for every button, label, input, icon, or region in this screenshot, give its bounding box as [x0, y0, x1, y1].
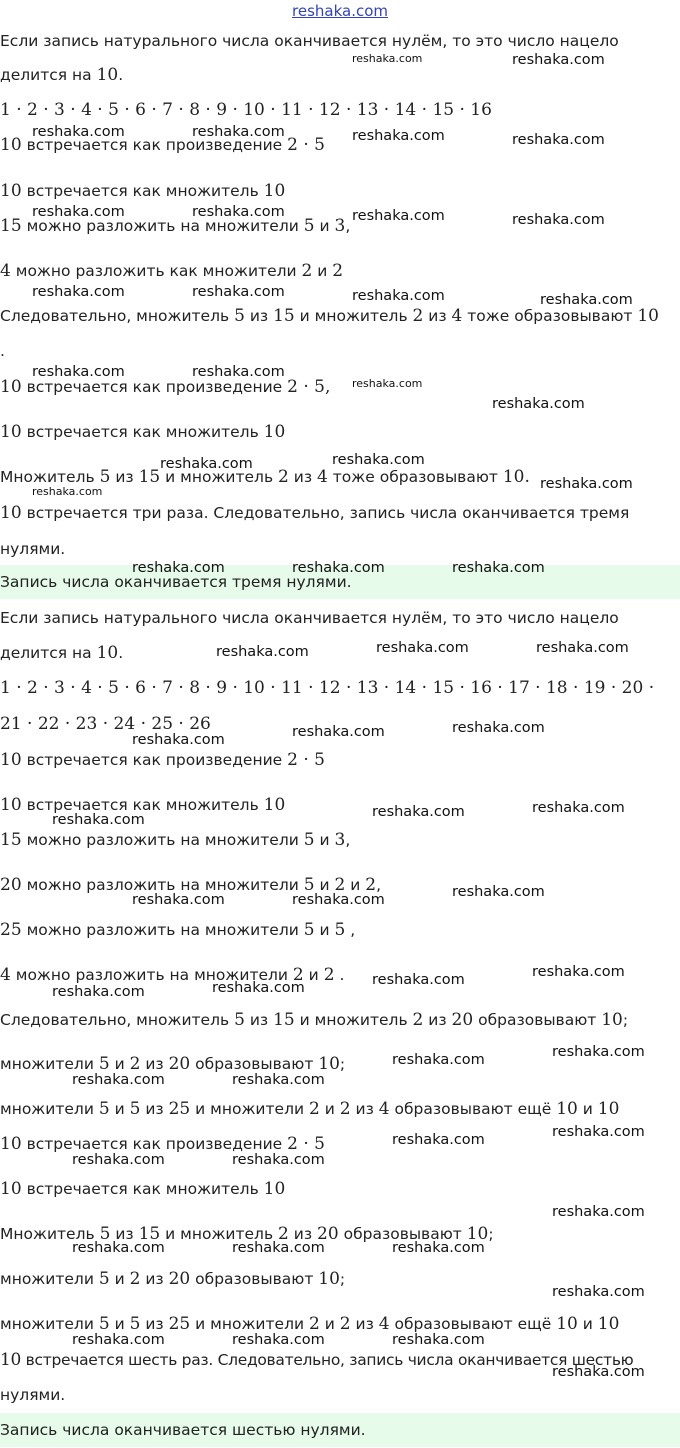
watermark: reshaka.com	[132, 892, 225, 908]
watermark: reshaka.com	[232, 1152, 325, 1168]
product-line: 1 · 2 · 3 · 4 · 5 · 6 · 7 · 8 · 9 · 10 · 11 · 12 · 13 · 14 · 15 · 16	[0, 100, 492, 120]
text-line: 10 встречается как множитель 10	[0, 422, 286, 442]
text-line: множители 5 и 5 из 25 и множители 2 и 2 из 4 образовывают ещё 10 и 10	[0, 1314, 620, 1334]
text-line: 10 встречается как множитель 10	[0, 181, 286, 201]
watermark: reshaka.com	[72, 1152, 165, 1168]
text-line: множители 5 и 5 из 25 и множители 2 и 2 из 4 образовывают ещё 10 и 10	[0, 1099, 620, 1119]
text-line: Если запись натурального числа оканчивается нулём, то это число нацело	[0, 609, 619, 627]
site-link[interactable]: reshaka.com	[292, 2, 388, 20]
text-line: 4 можно разложить на множители 2 и 2 .	[0, 965, 345, 985]
watermark: reshaka.com	[452, 884, 545, 900]
watermark: reshaka.com	[352, 52, 423, 65]
watermark: reshaka.com	[352, 377, 423, 390]
text-line: множители 5 и 2 из 20 образовывают 10;	[0, 1054, 346, 1074]
watermark: reshaka.com	[352, 128, 445, 144]
watermark: reshaka.com	[292, 724, 385, 740]
text-line: Если запись натурального числа оканчивается нулём, то это число нацело	[0, 32, 619, 50]
text-line: 10 встречается как множитель 10	[0, 1179, 286, 1199]
watermark: reshaka.com	[132, 732, 225, 748]
watermark: reshaka.com	[232, 1072, 325, 1088]
watermark: reshaka.com	[192, 364, 285, 380]
text-line: Следовательно, множитель 5 из 15 и множитель 2 из 20 образовывают 10;	[0, 1010, 629, 1030]
watermark: reshaka.com	[512, 212, 605, 228]
watermark: reshaka.com	[512, 132, 605, 148]
text-line: Следовательно, множитель 5 из 15 и множитель 2 из 4 тоже образовывают 10	[0, 306, 659, 326]
text-line: Множитель 5 из 15 и множитель 2 из 4 тоже образовывают 10.	[0, 467, 530, 487]
watermark: reshaka.com	[376, 640, 469, 656]
watermark: reshaka.com	[32, 284, 125, 300]
watermark: reshaka.com	[452, 720, 545, 736]
text-line: делится на 10.	[0, 643, 124, 663]
text-line: 10 встречается шесть раз. Следовательно, запись числа оканчивается шестью	[0, 1350, 634, 1370]
text-line: Множитель 5 из 15 и множитель 2 из 20 образовывают 10;	[0, 1224, 494, 1244]
watermark: reshaka.com	[392, 1052, 485, 1068]
watermark: reshaka.com	[536, 640, 629, 656]
watermark: reshaka.com	[232, 1240, 325, 1256]
text-line: множители 5 и 2 из 20 образовывают 10;	[0, 1269, 346, 1289]
watermark: reshaka.com	[72, 1240, 165, 1256]
text-line: 10 встречается как произведение 2 · 5	[0, 135, 325, 155]
watermark: reshaka.com	[540, 292, 633, 308]
watermark: reshaka.com	[392, 1132, 485, 1148]
watermark: reshaka.com	[72, 1332, 165, 1348]
text-line: 20 можно разложить на множители 5 и 2 и 2,	[0, 875, 382, 895]
watermark: reshaka.com	[72, 1072, 165, 1088]
watermark: reshaka.com	[392, 1332, 485, 1348]
watermark: reshaka.com	[52, 812, 145, 828]
watermark: reshaka.com	[32, 124, 125, 140]
watermark: reshaka.com	[292, 892, 385, 908]
watermark: reshaka.com	[352, 208, 445, 224]
watermark: reshaka.com	[540, 476, 633, 492]
watermark: reshaka.com	[372, 804, 465, 820]
watermark: reshaka.com	[552, 1204, 645, 1220]
product-line: 1 · 2 · 3 · 4 · 5 · 6 · 7 · 8 · 9 · 10 · 11 · 12 · 13 · 14 · 15 · 16 · 17 · 18 · 19 · 20 ·	[0, 678, 655, 698]
text-line: 15 можно разложить на множители 5 и 3,	[0, 830, 351, 850]
watermark: reshaka.com	[216, 644, 309, 660]
text-line: 10 встречается как произведение 2 · 5	[0, 750, 325, 770]
watermark: reshaka.com	[532, 964, 625, 980]
watermark: reshaka.com	[392, 1240, 485, 1256]
text-line: 4 можно разложить как множители 2 и 2	[0, 261, 344, 281]
text-line: 15 можно разложить на множители 5 и 3,	[0, 216, 351, 236]
answer-box	[0, 1413, 680, 1447]
text-line: .	[0, 342, 5, 360]
product-line: 21 · 22 · 23 · 24 · 25 · 26	[0, 714, 211, 734]
watermark: reshaka.com	[132, 560, 225, 576]
text-line: делится на 10.	[0, 65, 124, 85]
text-line: 10 встречается три раза. Следовательно, запись числа оканчивается тремя	[0, 503, 630, 523]
watermark: reshaka.com	[212, 980, 305, 996]
watermark: reshaka.com	[292, 560, 385, 576]
watermark: reshaka.com	[160, 456, 253, 472]
watermark: reshaka.com	[552, 1124, 645, 1140]
text-line: 10 встречается как произведение 2 · 5	[0, 1134, 325, 1154]
watermark: reshaka.com	[532, 800, 625, 816]
watermark: reshaka.com	[512, 52, 605, 68]
text-line: 10 встречается как множитель 10	[0, 795, 286, 815]
watermark: reshaka.com	[192, 284, 285, 300]
watermark: reshaka.com	[232, 1332, 325, 1348]
answer-text: Запись числа оканчивается шестью нулями.	[0, 1421, 366, 1439]
watermark: reshaka.com	[32, 204, 125, 220]
text-line: 10 встречается как произведение 2 · 5,	[0, 377, 331, 397]
watermark: reshaka.com	[552, 1364, 645, 1380]
watermark: reshaka.com	[192, 124, 285, 140]
watermark: reshaka.com	[552, 1044, 645, 1060]
text-line: нулями.	[0, 1386, 66, 1404]
watermark: reshaka.com	[452, 560, 545, 576]
watermark: reshaka.com	[52, 984, 145, 1000]
text-line: нулями.	[0, 540, 66, 558]
text-line: 25 можно разложить на множители 5 и 5 ,	[0, 920, 356, 940]
watermark: reshaka.com	[492, 396, 585, 412]
watermark: reshaka.com	[352, 288, 445, 304]
watermark: reshaka.com	[32, 485, 103, 498]
answer-text: Запись числа оканчивается тремя нулями.	[0, 573, 352, 591]
watermark: reshaka.com	[32, 364, 125, 380]
watermark: reshaka.com	[552, 1284, 645, 1300]
watermark: reshaka.com	[372, 972, 465, 988]
watermark: reshaka.com	[332, 452, 425, 468]
watermark: reshaka.com	[192, 204, 285, 220]
